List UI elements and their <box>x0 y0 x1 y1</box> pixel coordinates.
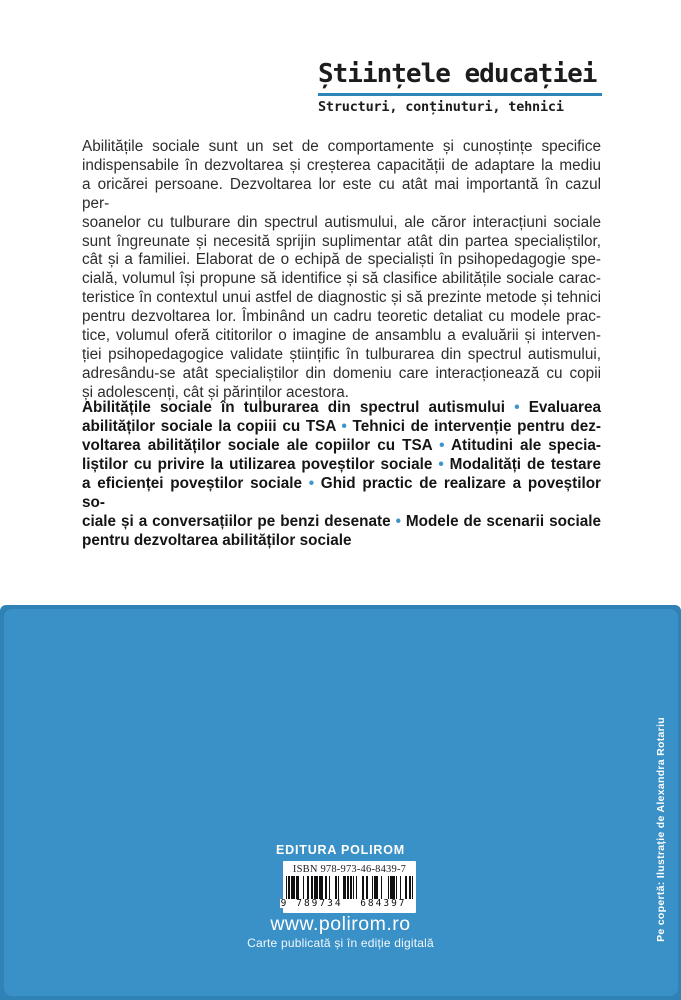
description-line: adresându-se atât specialiștilor din domeniu care interacționează cu copii <box>82 364 601 382</box>
topics-line: a eficienței poveștilor sociale • Ghid practic de realizare a poveștilor so- <box>82 475 601 511</box>
description-line: Abilitățile sociale sunt un set de comportamente și cunoștințe specifice <box>82 138 601 155</box>
topics-line: liștilor cu privire la utilizarea poveștilor sociale • Modalități de testare <box>82 456 601 473</box>
footer-panel <box>0 605 681 1000</box>
isbn-label: ISBN 978-973-46-8439-7 <box>292 864 407 875</box>
barcode-digit-group: 9 <box>280 898 287 909</box>
topics-paragraph <box>82 398 601 550</box>
topics-line: Abilitățile sociale în tulburarea din spectrul autismului • Evaluarea <box>82 399 601 416</box>
description-line: sunt îngreunate și necesită sprijin suplimentar atât din partea specialiștilor, <box>82 232 601 250</box>
description-line: a oricărei persoane. Dezvoltarea lor este cu atât mai importantă în cazul per- <box>82 175 601 212</box>
barcode-digit-group: 789734 <box>287 899 351 908</box>
description-line: ției psihopedagogice validate științific în tulburarea din spectrul autismului, <box>82 345 601 363</box>
topics-line: abilităților sociale la copiii cu TSA • Tehnici de intervenție pentru dez- <box>82 418 602 435</box>
description-line: cât și a familiei. Elaborat de o echipă de specialiști în psihopedagogie spe- <box>82 251 601 269</box>
series-title: Științele educației <box>318 59 597 89</box>
cover-illustration-credit: Pe copertă: Ilustrație de Alexandra Rotariu <box>655 717 667 942</box>
topics-line: voltarea abilităților sociale ale copiilor cu TSA • Atitudini ale specia- <box>82 437 601 454</box>
isbn-barcode-box <box>280 861 416 913</box>
series-subtitle: Structuri, conținuturi, tehnici <box>318 99 564 115</box>
topics-line: ciale și a conversațiilor pe benzi desenate • Modele de scenarii sociale <box>82 513 601 530</box>
barcode-digits <box>280 899 416 908</box>
description-line: indispensabile în dezvoltarea și creșterea capacității de adaptare la mediu <box>82 156 601 174</box>
description-line: tice, volumul oferă cititorilor o imagine de ansamblu a evaluării și interven- <box>82 327 601 345</box>
barcode <box>280 876 414 909</box>
publisher-website: www.polirom.ro <box>270 913 411 935</box>
description-line: soanelor cu tulburare din spectrul autismului, ale căror interacțiuni sociale <box>82 213 601 231</box>
description-line: teristice în contextul unui astfel de diagnostic și să prezinte metode și tehnici <box>82 289 601 307</box>
publisher-name: EDITURA POLIROM <box>276 843 405 857</box>
description-line: cială, volumul își propune să identifice și să clasifice abilitățile sociale carac- <box>82 270 601 288</box>
topics-line: pentru dezvoltarea abilităților sociale <box>82 532 352 549</box>
barcode-digit-group: 684397 <box>351 899 415 908</box>
description-paragraph <box>82 138 601 403</box>
series-title-underline <box>318 93 602 96</box>
description-line: pentru dezvoltarea lor. Îmbinând un cadru teoretic detaliat cu modele prac- <box>82 308 601 326</box>
series-header <box>318 57 602 115</box>
description-line: și adolescenți, cât și părinților acestora. <box>82 383 349 401</box>
digital-edition-note: Carte publicată și în ediție digitală <box>247 936 434 950</box>
